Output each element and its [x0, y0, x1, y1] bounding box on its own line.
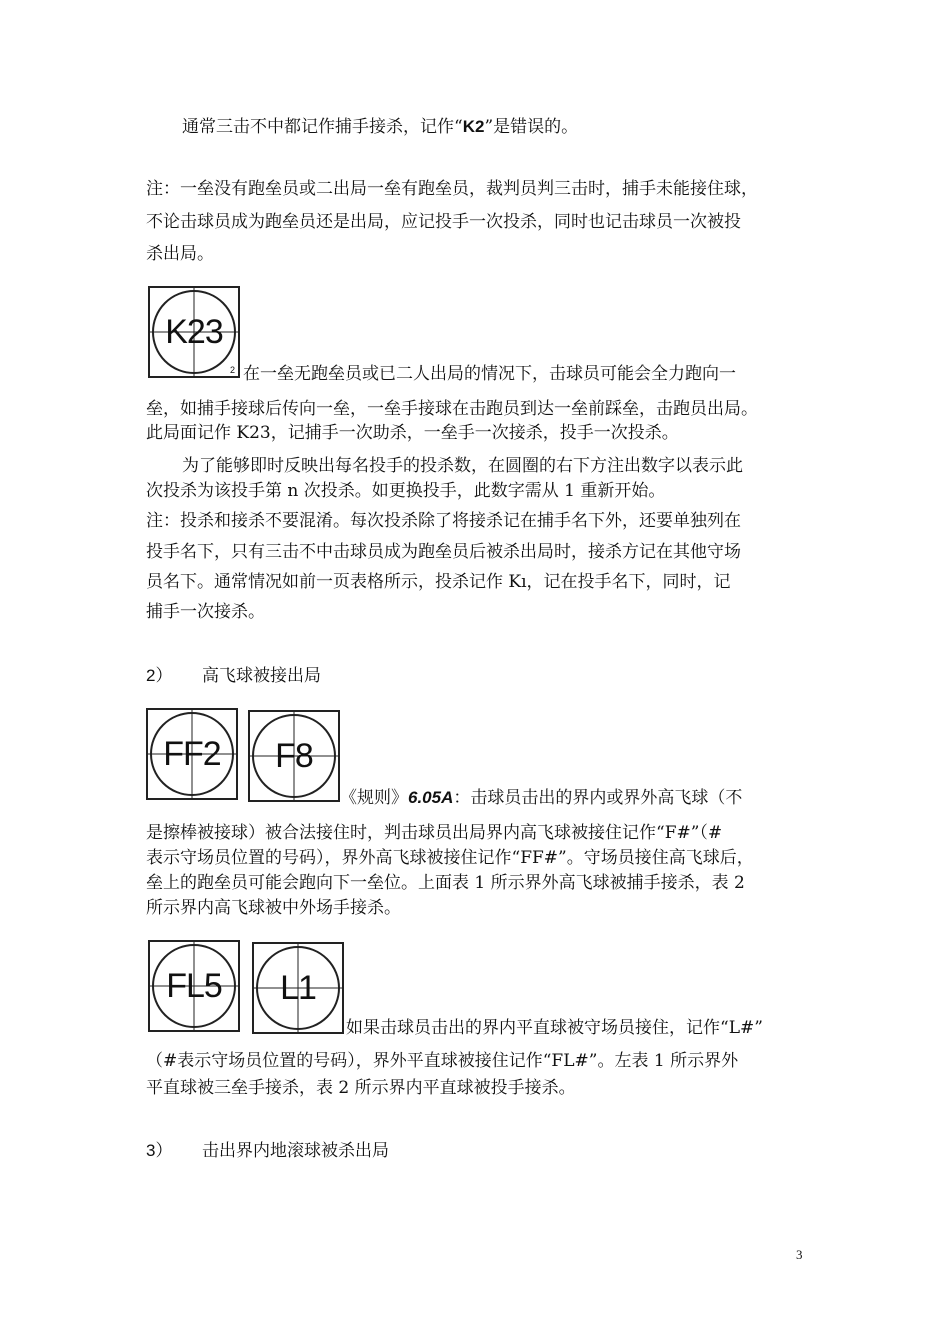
scorebox-code: FF2	[163, 735, 221, 773]
fly-line5: 所示界内高飞球被中外场手接杀。	[146, 898, 401, 918]
fly-line3: 表示守场员位置的号码），界外高飞球被接住记作“FF#”。守场员接住高飞球后，	[146, 848, 754, 868]
scorebox-l1	[252, 942, 344, 1034]
note2-line2: 投手名下，只有三击不中击球员成为跑垒员后被杀出局时，接杀方记在其他守场	[146, 542, 741, 562]
code-k2: K2	[462, 117, 485, 136]
page-number: 3	[796, 1247, 803, 1262]
text: ：击球员击出的界内或界外高飞球（不	[453, 788, 743, 808]
fly-line2: 是擦棒被接球）被合法接住时，判击球员出局界内高飞球被接住记作“F#”（#	[146, 823, 723, 843]
scorebox-subscript: 2	[229, 365, 235, 375]
text: ”是错误的。	[484, 117, 579, 137]
section2-title: 高飞球被接出局	[202, 666, 321, 686]
note1-line1: 注：一垒没有跑垒员或二出局一垒有跑垒员，裁判员判三击时，捕手未能接住球，	[146, 179, 758, 199]
scorebox-k23	[148, 286, 240, 378]
paragraph-k2	[182, 116, 578, 138]
scorebox-code: F8	[275, 737, 313, 775]
note1-line3: 杀出局。	[146, 244, 214, 264]
fly-line1	[340, 787, 742, 809]
rule-number: 6.05A	[408, 788, 454, 807]
para2-line1: 为了能够即时反映出每名投手的投杀数，在圆圈的右下方注出数字以表示此	[182, 456, 743, 476]
scorebox-code: FL5	[166, 967, 222, 1005]
scorebox-code: K23	[165, 313, 223, 351]
note1-line2: 不论击球员成为跑垒员还是出局，应记投手一次投杀，同时也记击球员一次被投	[146, 212, 741, 232]
line-drive-line3: 平直球被三垒手接杀，表 2 所示界内平直球被投手接杀。	[146, 1078, 576, 1098]
note2-line4: 捕手一次接杀。	[146, 602, 265, 622]
note2-line3: 员名下。通常情况如前一页表格所示，投杀记作 Kı，记在投手名下，同时，记	[146, 572, 731, 592]
scorebox-fl5	[148, 940, 240, 1032]
k23-line3: 此局面记作 K23，记捕手一次助杀，一垒手一次接杀，投手一次投杀。	[146, 423, 679, 443]
section2-number: 2）	[146, 666, 173, 685]
section3-number: 3）	[146, 1141, 173, 1160]
line-drive-line2: （#表示守场员位置的号码），界外平直球被接住记作“FL#”。左表 1 所示界外	[146, 1051, 739, 1071]
line-drive-line1: 如果击球员击出的界内平直球被守场员接住，记作“L#”	[346, 1018, 763, 1038]
note2-line1: 注：投杀和接杀不要混淆。每次投杀除了将接杀记在捕手名下外，还要单独列在	[146, 511, 741, 531]
k23-line2: 垒，如捕手接球后传向一垒，一垒手接球在击跑员到达一垒前踩垒，击跑员出局。	[146, 399, 758, 419]
text: 《规则》	[340, 788, 408, 808]
fly-line4: 垒上的跑垒员可能会跑向下一垒位。上面表 1 所示界外高飞球被捕手接杀，表 2	[146, 873, 745, 893]
para2-line2: 次投杀为该投手第 n 次投杀。如更换投手，此数字需从 1 重新开始。	[146, 481, 666, 501]
text: 通常三击不中都记作捕手接杀，记作“	[182, 117, 463, 137]
k23-line1: 在一垒无跑垒员或已二人出局的情况下，击球员可能会全力跑向一	[243, 364, 736, 384]
scorebox-f8	[248, 710, 340, 802]
section3-title: 击出界内地滚球被杀出局	[202, 1141, 389, 1161]
scorebox-code: L1	[280, 969, 316, 1007]
scorebox-ff2	[146, 708, 238, 800]
